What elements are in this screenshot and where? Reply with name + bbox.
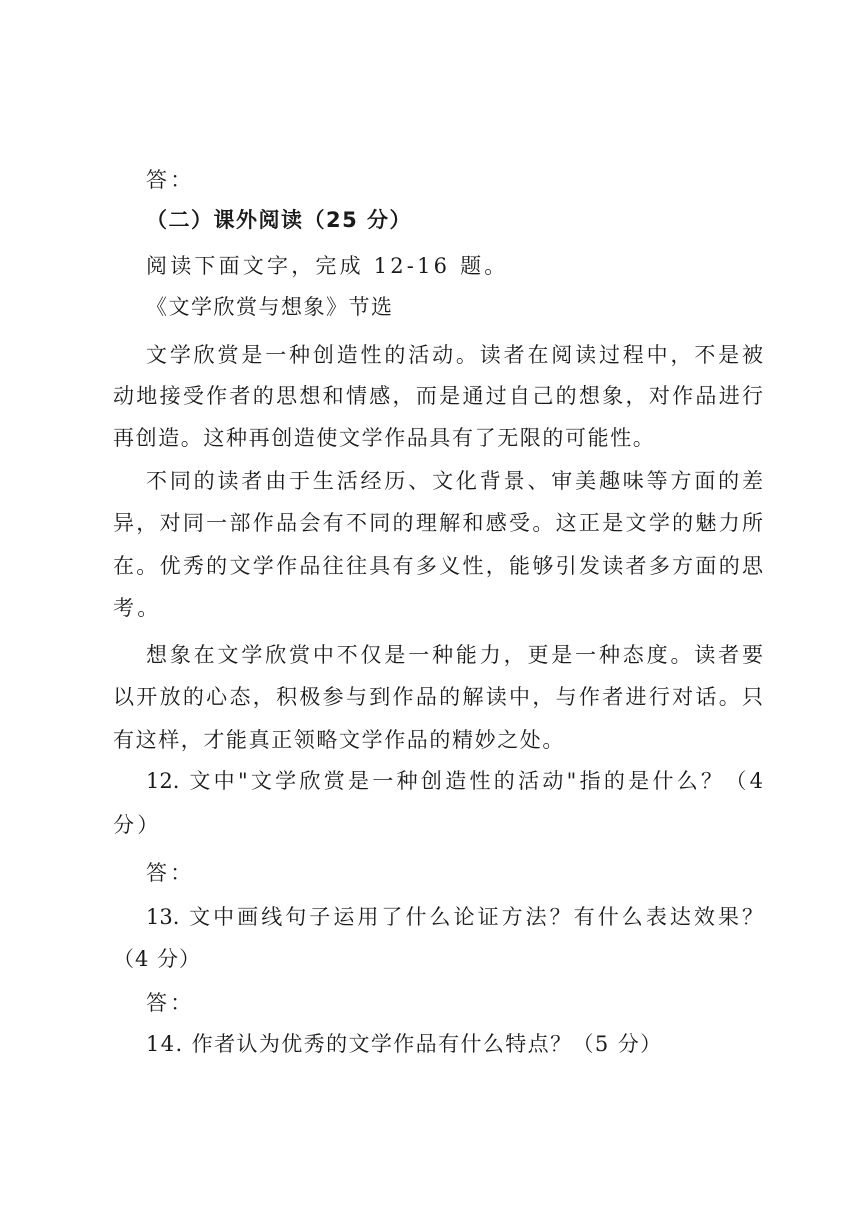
answer-label: 答：: [146, 861, 195, 885]
passage-title: 《文学欣赏与想象》节选: [146, 295, 394, 319]
reading-instruction: 阅读下面文字，完成 12-16 题。: [146, 254, 509, 278]
passage-line: 异，对同一部作品会有不同的理解和感受。这正是文学的魅力所: [113, 511, 763, 535]
passage-line: 以开放的心态，积极参与到作品的解读中，与作者进行对话。只: [113, 685, 763, 709]
question-12: 12. 文中"文学欣赏是一种创造性的活动"指的是什么？（4: [146, 769, 763, 793]
passage-line: 有这样，才能真正领略文学作品的精妙之处。: [113, 728, 565, 752]
passage-line: 在。优秀的文学作品往往具有多义性，能够引发读者多方面的思: [113, 554, 763, 578]
question-13: 13. 文中画线句子运用了什么论证方法？有什么表达效果？: [146, 905, 763, 929]
passage-line: 想象在文学欣赏中不仅是一种能力，更是一种态度。读者要: [146, 643, 763, 667]
section-heading: （二）课外阅读（25 分）: [146, 208, 413, 232]
passage-line: 不同的读者由于生活经历、文化背景、审美趣味等方面的差: [146, 469, 763, 493]
answer-label: 答：: [146, 168, 195, 192]
passage-line: 再创造。这种再创造使文学作品具有了无限的可能性。: [113, 426, 656, 450]
question-12-continued: 分）: [113, 813, 162, 837]
answer-label: 答：: [146, 991, 195, 1015]
passage-line: 动地接受作者的思想和情感，而是通过自己的想象，对作品进行: [113, 384, 763, 408]
passage-line: 考。: [113, 596, 162, 620]
question-14: 14. 作者认为优秀的文学作品有什么特点？（5 分）: [146, 1032, 663, 1056]
question-13-continued: （4 分）: [113, 947, 202, 971]
passage-line: 文学欣赏是一种创造性的活动。读者在阅读过程中，不是被: [146, 343, 763, 367]
